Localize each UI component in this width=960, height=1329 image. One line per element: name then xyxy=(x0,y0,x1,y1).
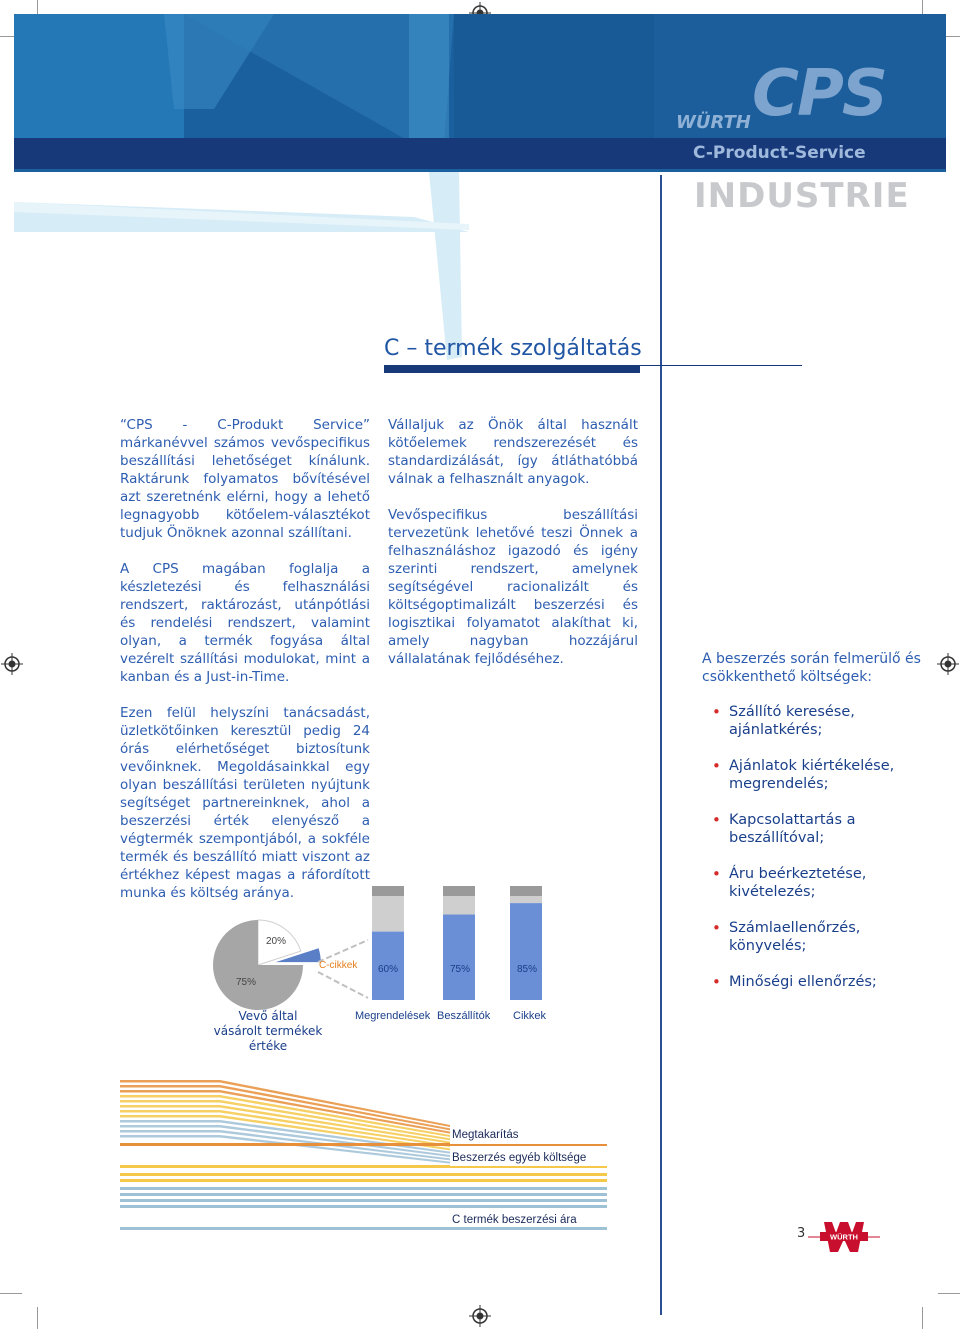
bar-value-label: 75% xyxy=(450,964,471,975)
column-divider xyxy=(660,175,662,1315)
bar-category-label: Megrendelések xyxy=(355,1010,431,1022)
pie-label-75: 75% xyxy=(236,977,257,988)
paragraph: A CPS magában foglalja a készletezési és felhasználási rendszert, raktározást, utánpótlási és rendelési rendszert, valamint olyan, a termék fogyása által vezérelt szállítási modulokat, mint a kanban és a Just-in-Time. xyxy=(120,561,370,685)
connector-line xyxy=(318,972,368,998)
brand-wurth-small: WÜRTH xyxy=(676,112,751,133)
bar-category-label: Cikkek xyxy=(513,1010,547,1022)
crop-mark xyxy=(0,1293,22,1294)
text-column-2 xyxy=(388,416,638,668)
bar-category-label: Beszállítók xyxy=(437,1010,491,1022)
registration-mark-icon xyxy=(1,653,23,675)
crop-mark xyxy=(938,1293,960,1294)
bar-cap xyxy=(443,886,475,896)
list-item: • Minőségi ellenőrzés; xyxy=(712,973,942,991)
crop-mark xyxy=(922,1307,923,1329)
bar-chart xyxy=(372,886,542,1000)
bar-remainder xyxy=(510,896,542,903)
area-line xyxy=(120,1187,607,1190)
pie-caption: Vevő által vásárolt termékek értéke xyxy=(213,1009,323,1053)
section-title-bar xyxy=(384,365,640,373)
pie-label-20: 20% xyxy=(266,936,287,947)
list-item: • Kapcsolattartás a beszállítóval; xyxy=(712,811,942,847)
page-number: 3 xyxy=(797,1226,806,1241)
bar-remainder xyxy=(372,896,404,932)
cost-list-intro: A beszerzés során felmerülő és csökkenthető költségek: xyxy=(702,651,921,685)
cost-list xyxy=(712,703,942,991)
registration-mark-icon xyxy=(469,1305,491,1327)
section-title: C – termék szolgáltatás xyxy=(384,336,642,361)
bar-cap xyxy=(510,886,542,896)
area-line xyxy=(120,1205,607,1208)
pie-label-c-cikkek: C-cikkek xyxy=(319,960,358,971)
area-line xyxy=(120,1199,607,1202)
list-item: • Számlaellenőrzés, könyvelés; xyxy=(712,919,942,955)
savings-area-chart xyxy=(120,1075,620,1235)
area-series-label-price: C termék beszerzési ára xyxy=(452,1214,577,1226)
paragraph: Ezen felül helyszíni tanácsadást, üzletkötőinken keresztül pedig 24 órás elérhetőséget biztosítunk vevőinknek. Megoldásainkkal egy olyan beszállítási területen nyújtunk segítséget partnereinknek, ahol a beszerzési érték elenyésző a végtermék szempontjából, a sokféle termék és beszállító miatt viszont az értékhez képest magas a ráfordított munka és költség aránya. xyxy=(120,705,370,901)
text-column-1 xyxy=(120,416,370,902)
connector-line xyxy=(318,940,368,962)
area-line xyxy=(120,1179,607,1182)
list-item: • Áru beérkeztetése, kivételezés; xyxy=(712,865,942,901)
crop-mark xyxy=(37,1307,38,1329)
paragraph: “CPS - C-Produkt Service” márkanévvel számos vevőspecifikus beszállítási lehetőséget kínálunk. Raktárunk folyamatos bővítésével azt szeretnénk elérni, hogy a lehető legnagyobb kötőelem-választékot tudjuk Önöknek azonnal szállítani. xyxy=(120,417,370,541)
bar-cap xyxy=(372,886,404,896)
area-line xyxy=(120,1227,607,1230)
bar-remainder xyxy=(443,896,475,915)
area-line xyxy=(120,1193,607,1196)
list-item: • Ajánlatok kiértékelése, megrendelés; xyxy=(712,757,942,793)
section-title-line xyxy=(640,365,802,366)
area-line xyxy=(120,1173,607,1176)
area-series-label-other-costs: Beszerzés egyéb költsége xyxy=(452,1152,587,1164)
area-series-label-savings: Megtakarítás xyxy=(452,1129,519,1141)
bar-value xyxy=(443,915,475,1001)
list-item: • Szállító keresése, ajánlatkérés; xyxy=(712,703,942,739)
logo-text: WÜRTH xyxy=(830,1232,858,1242)
brand-subtitle: C-Product-Service xyxy=(693,143,866,163)
brand-cps-logo: CPS xyxy=(752,57,886,131)
registration-mark-icon xyxy=(937,653,959,675)
wurth-logo xyxy=(808,1219,880,1255)
bar-value xyxy=(510,903,542,1000)
bar-value-label: 60% xyxy=(378,964,399,975)
paragraph: Vállaljuk az Önök által használt kötőelemek rendszerezését és standardizálását, így átláthatóbbá válnak a felhasznált anyagok. xyxy=(388,417,638,487)
paragraph: Vevőspecifikus beszállítási tervezetünk lehetővé teszi Önnek a felhasználáshoz igazodó és igény szerinti rendszert, amelynek segítségével racionalizált és költségoptimalizált beszerzési és logisztikai folyamatot alakíthat ki, amely nagyban hozzájárul vállalatának fejlődéséhez. xyxy=(388,507,638,667)
bar-value-label: 85% xyxy=(517,964,538,975)
division-title: INDUSTRIE xyxy=(694,176,910,216)
